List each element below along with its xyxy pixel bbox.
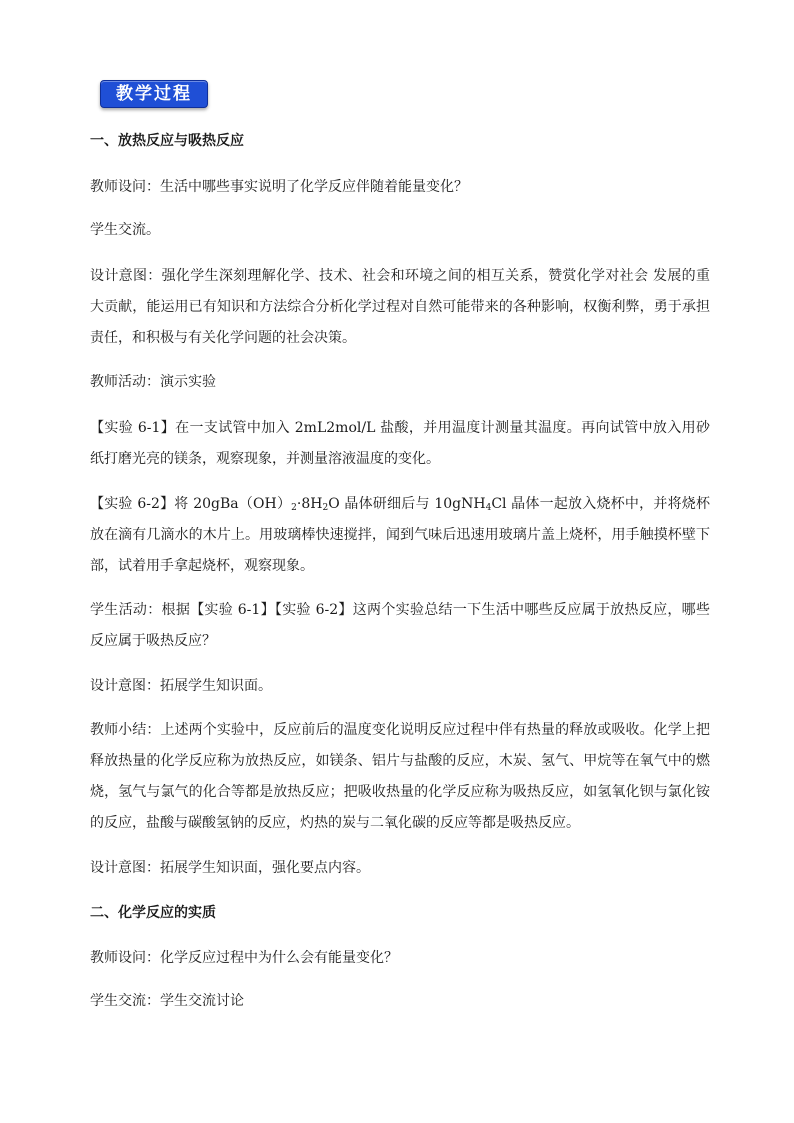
paragraph-teacher-question-2: 教师设问：化学反应过程中为什么会有能量变化？ [90,950,398,966]
paragraph-student-discussion: 学生交流：学生交流讨论 [90,993,244,1009]
experiment-6-2-part-a: 【实验 6-2】将 20gBa（OH） [90,496,292,512]
subscript: 4 [485,503,492,513]
section-banner: 教学过程 [100,80,208,108]
paragraph-teacher-question: 教师设问：生活中哪些事实说明了化学反应伴随着能量变化？ [90,179,468,195]
subscript: 2 [291,503,297,513]
paragraph-teacher-summary: 教师小结：上述两个实验中，反应前后的温度变化说明反应过程中伴有热量的释放或吸收。化学上把释放热量的化学反应称为放热反应，如镁条、铝片与盐酸的反应，木炭、氢气、甲烷等在氧气中的燃烧，氢气与氯气的化合等都是放热反应；把吸收热量的化学反应称为吸热反应，如氢氧化钡与氯化铵的反应，盐酸与碳酸氢钠的反应，灼热的炭与二氧化碳的反应等都是吸热反应。 [90,722,710,831]
paragraph-design-intent-2: 设计意图：拓展学生知识面。 [90,678,272,694]
paragraph-design-intent-1: 设计意图：强化学生深刻理解化学、技术、社会和环境之间的相互关系，赞赏化学对社会 发展的重大贡献，能运用已有知识和方法综合分析化学过程对自然可能带来的各种影响，权衡利弊，勇于承担责任，和积极与有关化学问题的社会决策。 [90,268,710,346]
paragraph-experiment-6-1: 【实验 6-1】在一支试管中加入 2mL2mol/L 盐酸，并用温度计测量其温度。再向试管中放入用砂纸打磨光亮的镁条，观察现象，并测量溶液温度的变化。 [90,420,710,467]
experiment-6-2-part-b: ·8H [296,496,323,512]
experiment-6-2-part-d: Cl 晶体一起放入烧杯中，并将烧杯放在滴有几滴水的木片上。用玻璃棒快速搅拌，闻到气味后迅速用玻璃片盖上烧杯，用手触摸杯壁下部，试着用手拿起烧杯，观察现象。 [90,496,711,574]
paragraph-experiment-6-2 [90,489,710,582]
heading-reaction-essence: 二、化学反应的实质 [90,905,216,921]
heading-exothermic-endothermic: 一、放热反应与吸热反应 [90,133,244,149]
subscript: 2 [322,503,329,513]
paragraph-student-activity: 学生活动：根据【实验 6-1】【实验 6-2】这两个实验总结一下生活中哪些反应属于放热反应，哪些反应属于吸热反应？ [90,602,710,649]
paragraph-design-intent-3: 设计意图：拓展学生知识面，强化要点内容。 [90,860,370,876]
paragraph-teacher-activity: 教师活动：演示实验 [90,374,216,390]
paragraph-student-exchange: 学生交流。 [90,222,160,238]
experiment-6-2-part-c: O 晶体研细后与 10gNH [328,496,486,512]
